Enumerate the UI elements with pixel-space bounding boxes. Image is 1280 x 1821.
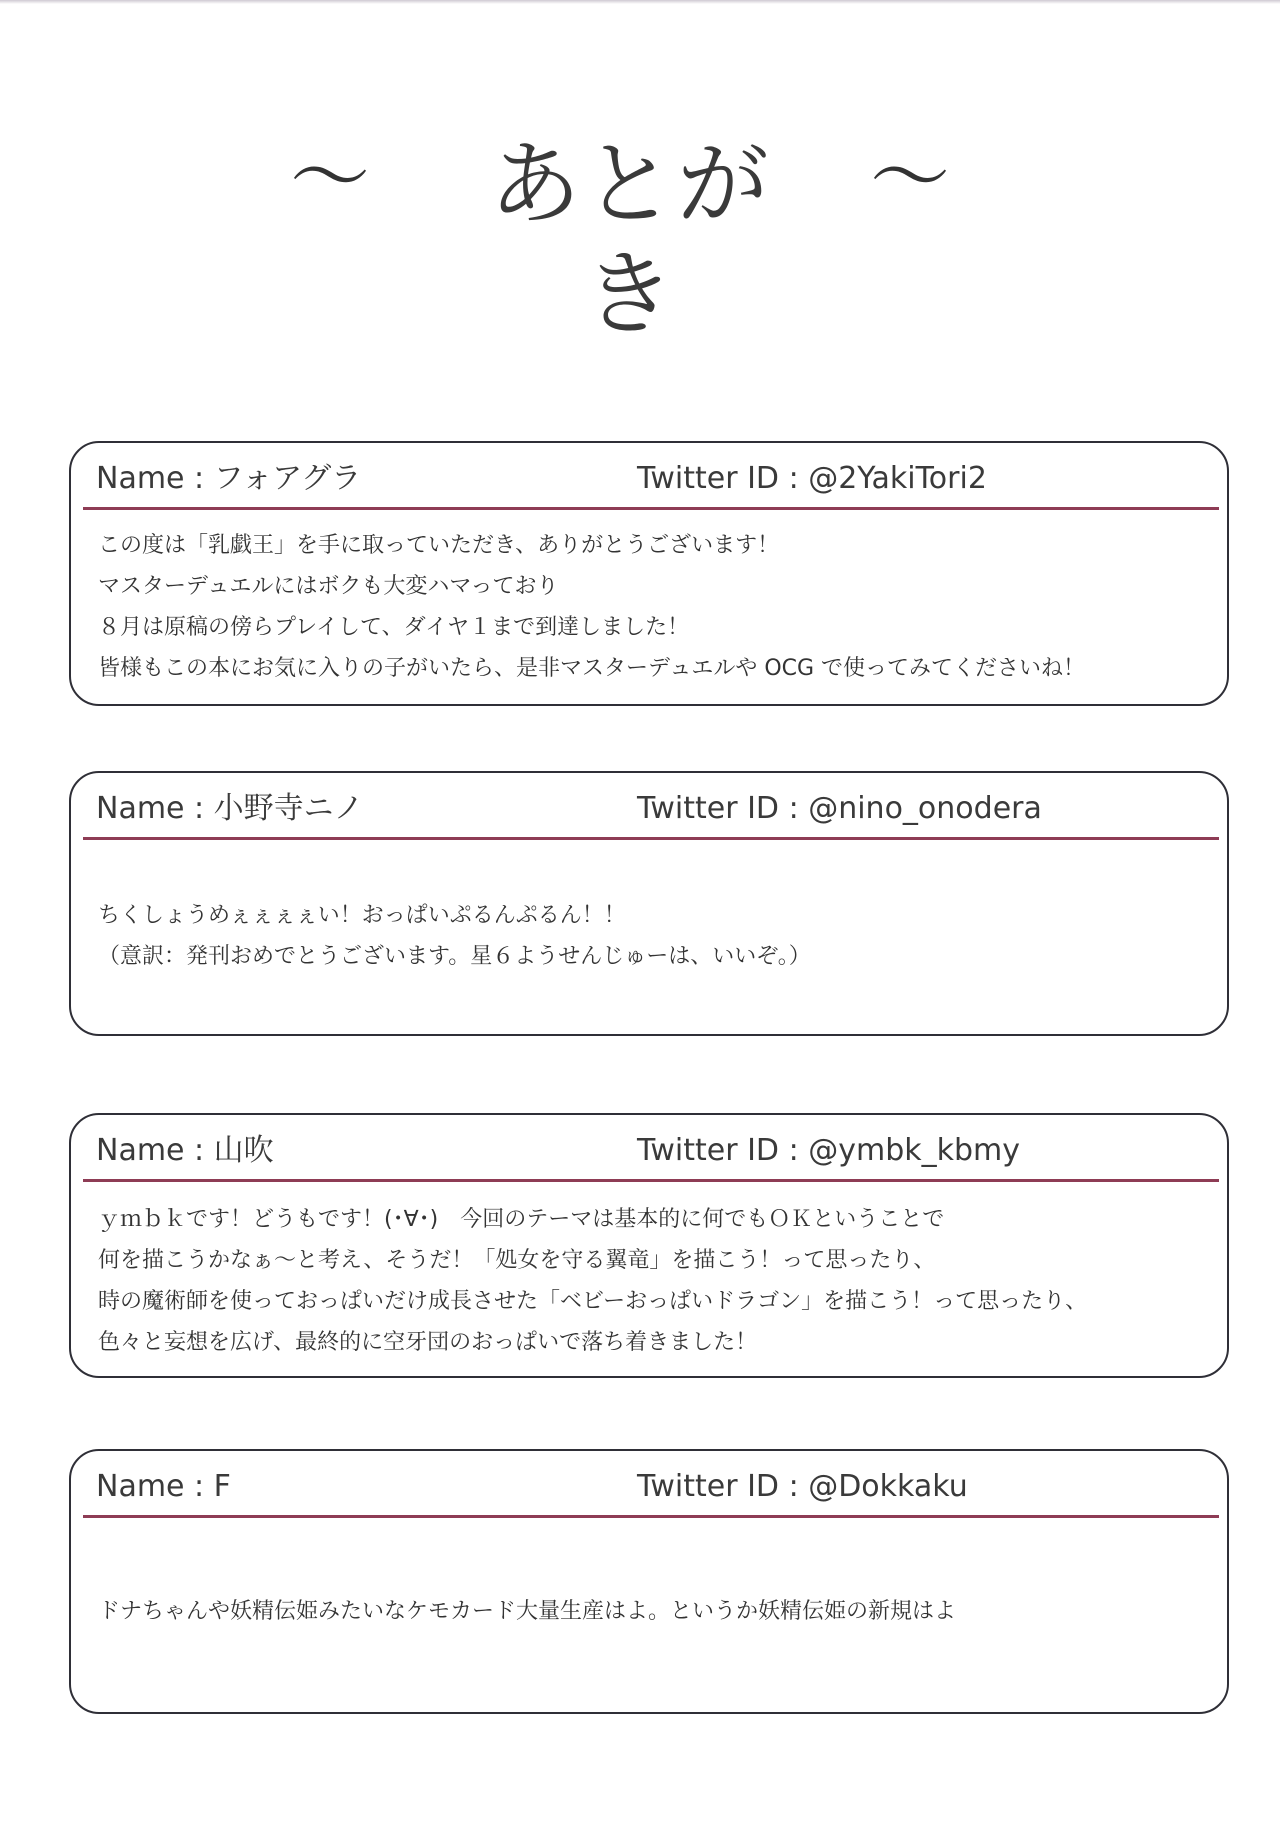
author-message xyxy=(98,895,1208,977)
author-card-foie-gras xyxy=(69,441,1229,706)
message-line: 色々と妄想を広げ、最終的に空牙団のおっぱいで落ち着きました！ xyxy=(98,1330,758,1355)
message-line: ８月は原稿の傍らプレイして、ダイヤ１まで到達しました！ xyxy=(98,615,690,640)
author-twitter-id: Twitter ID : @nino_onodera xyxy=(637,791,1042,826)
header-divider xyxy=(83,837,1219,840)
author-name: Name : 小野寺ニノ xyxy=(96,791,364,826)
page-top-edge xyxy=(0,0,1280,4)
page-title: あとがき xyxy=(488,131,771,348)
message-line: この度は「乳戯王」を手に取っていただき、ありがとうございます！ xyxy=(98,533,780,558)
author-card-yamabuki xyxy=(69,1113,1229,1378)
message-line: マスターデュエルにはボクも大変ハマっており xyxy=(98,574,559,599)
author-message xyxy=(98,1199,1208,1363)
author-message xyxy=(98,1591,1208,1632)
author-twitter-id: Twitter ID : @Dokkaku xyxy=(637,1469,968,1504)
page-heading xyxy=(0,120,1280,348)
author-message xyxy=(98,525,1208,689)
message-line: ｙｍｂｋです！どうもです！(･∀･) 今回のテーマは基本的に何でもＯＫということで xyxy=(98,1207,945,1232)
message-line: ドナちゃんや妖精伝姫みたいなケモカード大量生産はよ。というか妖精伝姫の新規はよ xyxy=(98,1599,957,1624)
author-name: Name : F xyxy=(96,1469,231,1504)
heading-tilde-right: ～ xyxy=(870,131,950,224)
author-name: Name : フォアグラ xyxy=(96,461,362,496)
message-line: 何を描こうかなぁ～と考え、そうだ！「処女を守る翼竜」を描こう！って思ったり、 xyxy=(98,1248,936,1273)
message-line: ちくしょうめぇぇぇぇい！おっぱいぷるんぷるん！！ xyxy=(98,903,626,928)
author-twitter-id: Twitter ID : @ymbk_kbmy xyxy=(637,1133,1020,1168)
header-divider xyxy=(83,507,1219,510)
author-twitter-id: Twitter ID : @2YakiTori2 xyxy=(637,461,987,496)
heading-tilde-left: ～ xyxy=(290,131,370,224)
author-card-f xyxy=(69,1449,1229,1714)
header-divider xyxy=(83,1179,1219,1182)
message-line: 皆様もこの本にお気に入りの子がいたら、是非マスターデュエルや OCG で使ってみてくださいね！ xyxy=(98,656,1086,681)
author-card-onodera-nino xyxy=(69,771,1229,1036)
author-name: Name : 山吹 xyxy=(96,1133,274,1168)
message-line: （意訳：発刊おめでとうございます。星６ようせんじゅーは、いいぞ。） xyxy=(98,944,811,969)
message-line: 時の魔術師を使っておっぱいだけ成長させた「ベビーおっぱいドラゴン」を描こう！って思ったり、 xyxy=(98,1289,1088,1314)
header-divider xyxy=(83,1515,1219,1518)
